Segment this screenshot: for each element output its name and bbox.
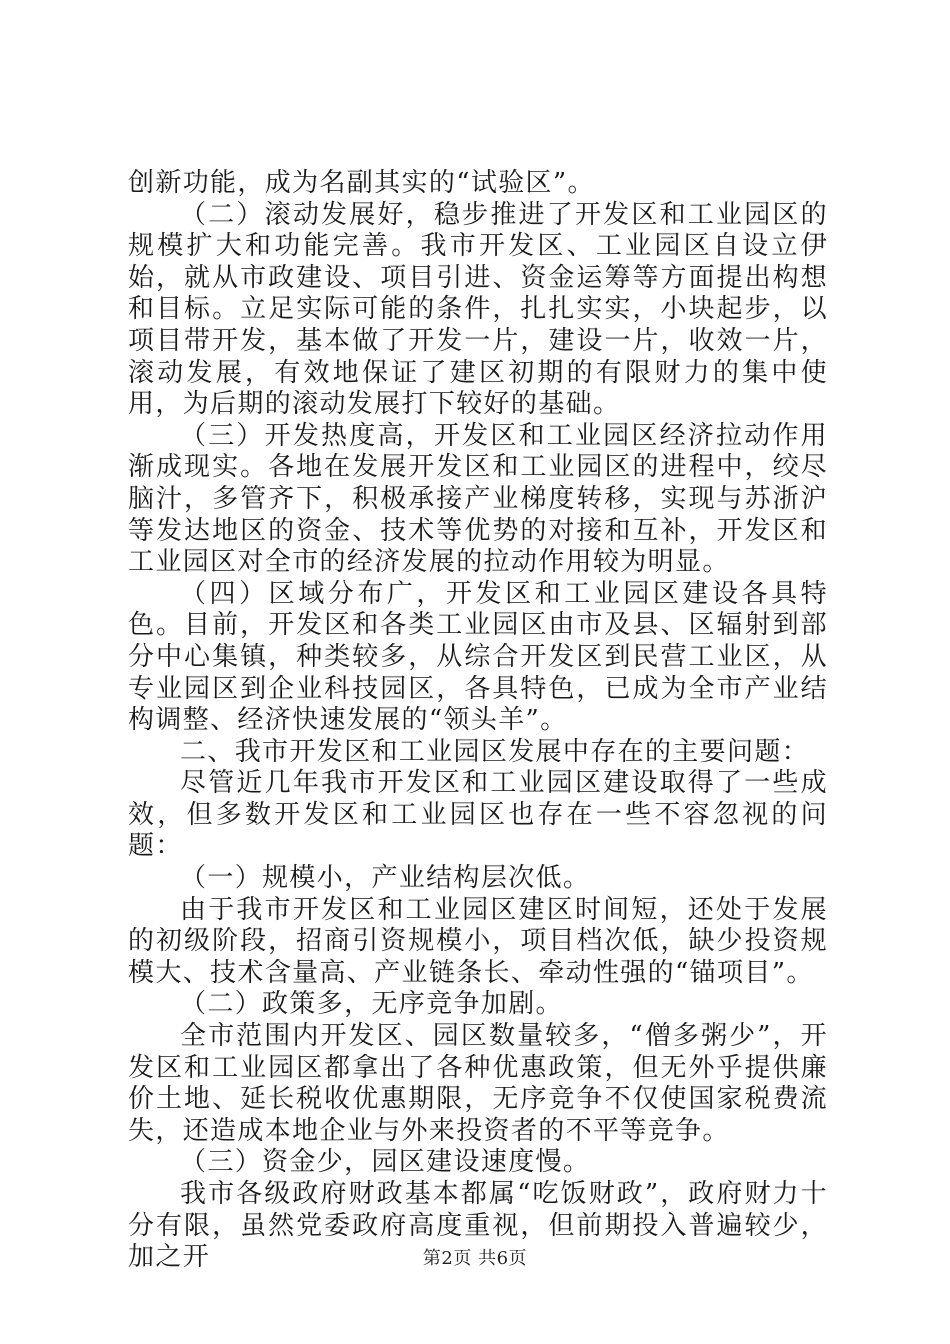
paragraph-3: （三）开发热度高，开发区和工业园区经济拉动作用渐成现实。各地在发展开发区和工业园区的进程中，绞尽脑汁，多管齐下，积极承接产业梯度转移，实现与苏浙沪等发达地区的资金、技术等优势的对接和互补，开发区和工业园区对全市的经济发展的拉动作用较为明显。 (128, 420, 828, 578)
subheading-1: （一）规模小，产业结构层次低。 (180, 863, 591, 894)
section-heading: 二、我市开发区和工业园区发展中存在的主要问题： (180, 736, 810, 767)
page-number-footer: 第2页 共6页 (422, 1248, 528, 1269)
paragraph-6: 尽管近几年我市开发区和工业园区建设取得了一些成效，但多数开发区和工业园区也存在一些不容忽视的问题： (128, 768, 828, 862)
subheading-3: （三）资金少，园区建设速度慢。 (180, 1147, 591, 1178)
paragraph-2: （二）滚动发展好，稳步推进了开发区和工业园区的规模扩大和功能完善。我市开发区、工业园区自设立伊始，就从市政建设、项目引进、资金运筹等方面提出构想和目标。立足实际可能的条件，扎扎实实，小块起步，以项目带开发，基本做了开发一片，建设一片，收效一片，滚动发展，有效地保证了建区初期的有限财力的集中使用，为后期的滚动发展打下较好的基础。 (128, 199, 828, 420)
subheading-2: （二）政策多，无序竞争加剧。 (180, 989, 563, 1020)
paragraph-10: 全市范围内开发区、园区数量较多，“僧多粥少”，开发区和工业园区都拿出了各种优惠政策，但无外乎提供廉价土地、延长税收优惠期限，无序竞争不仅使国家税费流失，还造成本地企业与外来投资者的不平等竞争。 (128, 1021, 828, 1146)
paragraph-1: 创新功能，成为名副其实的“试验区”。 (128, 168, 595, 198)
paragraph-8: 由于我市开发区和工业园区建区时间短，还处于发展的初级阶段，招商引资规模小，项目档次低，缺少投资规模大、技术含量高、产业链条长、牵动性强的“锚项目”。 (128, 894, 828, 988)
document-body (128, 168, 828, 1274)
paragraph-12: 我市各级政府财政基本都属“吃饭财政”，政府财力十分有限，虽然党委政府高度重视，但前期投入普遍较少，加之开 (128, 1179, 828, 1273)
paragraph-4: （四）区域分布广，开发区和工业园区建设各具特色。目前，开发区和各类工业园区由市及县、区辐射到部分中心集镇，种类较多，从综合开发区到民营工业区，从专业园区到企业科技园区，各具特色，已成为全市产业结构调整、经济快速发展的“领头羊”。 (128, 578, 828, 736)
